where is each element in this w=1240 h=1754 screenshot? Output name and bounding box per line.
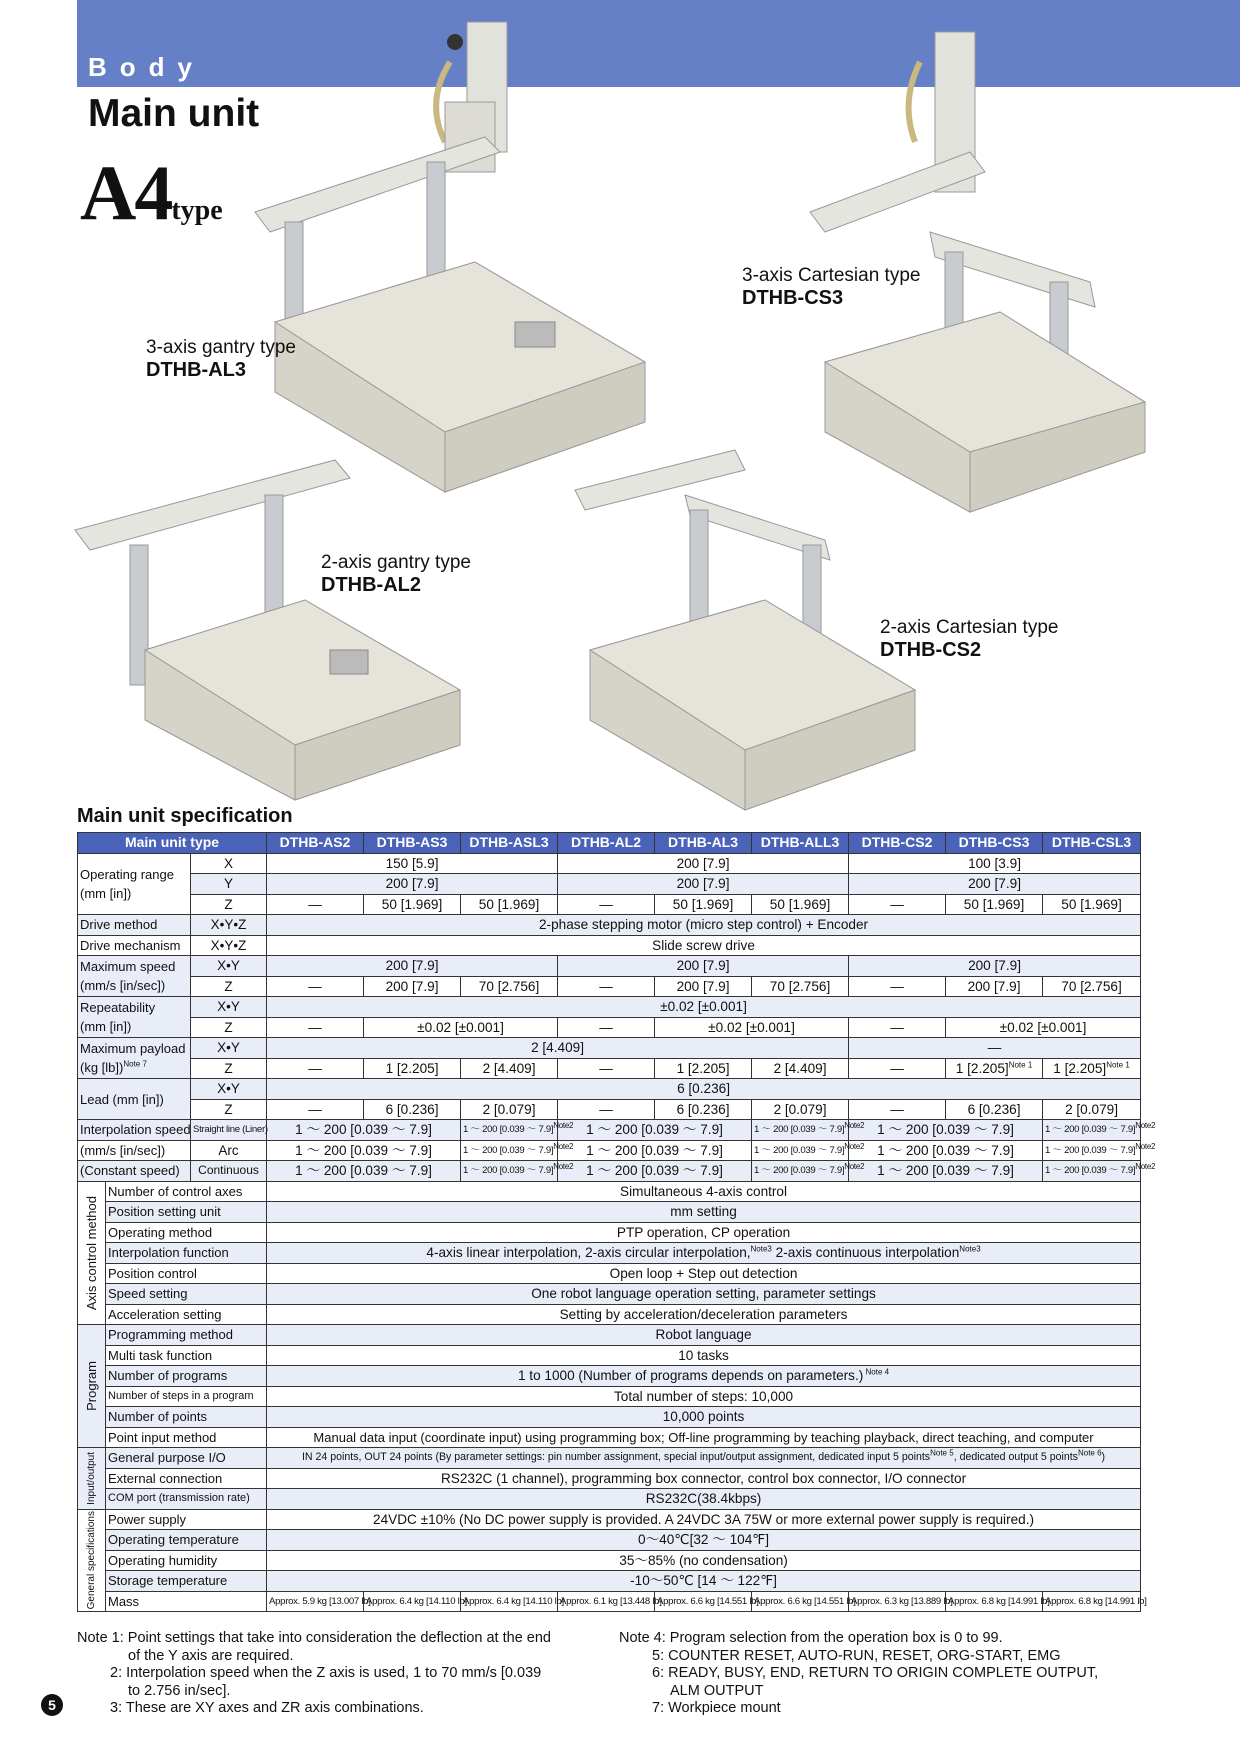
cell: 70 [2.756]	[752, 976, 849, 997]
row-label: Number of control axes	[106, 1181, 267, 1202]
row-label: Lead (mm [in])	[78, 1079, 191, 1120]
type-main: A4	[80, 149, 172, 236]
cell: 1 [2.205]	[655, 1058, 752, 1079]
robot-kind: 3-axis gantry type	[146, 337, 296, 358]
group-label: Program	[78, 1325, 106, 1448]
cell: 1 ～ 200 [0.039 ～ 7.9]$^{Note2}$	[752, 1161, 849, 1182]
cell: 1 ～ 200 [0.039 ～ 7.9]	[849, 1120, 1043, 1141]
cell: Approx. 6.4 kg [14.110 lb]	[461, 1591, 558, 1612]
robot-label-cs2	[880, 616, 1058, 662]
cell: 35～85% (no condensation)	[267, 1550, 1141, 1571]
cell: 50 [1.969]	[461, 894, 558, 915]
axis-label: X	[191, 853, 267, 874]
cell: —	[849, 1099, 946, 1120]
cell: 2 [0.079]	[461, 1099, 558, 1120]
table-row	[78, 1530, 1141, 1551]
note-line: 3: These are XY axes and ZR axis combinations.	[110, 1700, 424, 1716]
row-label: General purpose I/O	[106, 1448, 267, 1469]
cell: 70 [2.756]	[1043, 976, 1141, 997]
cell: —	[558, 1017, 655, 1038]
cell: —	[558, 976, 655, 997]
group-label: General specifications	[78, 1509, 106, 1612]
cell: 4-axis linear interpolation, 2-axis circular interpolation,$^{Note3}$ 2-axis continuous interpolation$^{Note3}$	[267, 1243, 1141, 1264]
cell: 0～40℃[32 ～ 104℉]	[267, 1530, 1141, 1551]
sub-label: Arc	[191, 1140, 267, 1161]
sub-label: Continuous	[191, 1161, 267, 1182]
row-label: Operating humidity	[106, 1550, 267, 1571]
row-label: Interpolation speed	[78, 1120, 191, 1141]
cell: 200 [7.9]	[267, 874, 558, 895]
cell: 1 ～ 200 [0.039 ～ 7.9]$^{Note2}$	[1043, 1120, 1141, 1141]
cell: 1 ～ 200 [0.039 ～ 7.9]$^{Note2}$	[461, 1161, 558, 1182]
cell: 1 ～ 200 [0.039 ～ 7.9]$^{Note2}$	[1043, 1140, 1141, 1161]
cell: 200 [7.9]	[655, 976, 752, 997]
row-label: Power supply	[106, 1509, 267, 1530]
row-label: Number of programs	[106, 1366, 267, 1387]
table-row	[78, 1202, 1141, 1223]
cell: ±0.02 [±0.001]	[267, 997, 1141, 1018]
cell: 1 to 1000 (Number of programs depends on parameters.) $^{Note 4}$	[267, 1366, 1141, 1387]
cell: 1 ～ 200 [0.039 ～ 7.9]	[849, 1161, 1043, 1182]
axis-label: X•Y	[191, 956, 267, 977]
cell: 1 ～ 200 [0.039 ～ 7.9]	[849, 1140, 1043, 1161]
robot-kind: 2-axis gantry type	[321, 552, 471, 573]
cell: 200 [7.9]	[267, 956, 558, 977]
cell: —	[558, 894, 655, 915]
row-label: COM port (transmission rate)	[106, 1489, 267, 1510]
row-label: Multi task function	[106, 1345, 267, 1366]
cell: Approx. 6.1 kg [13.448 lb]	[558, 1591, 655, 1612]
axis-label: X•Y	[191, 997, 267, 1018]
axis-label: Z	[191, 894, 267, 915]
cell: 50 [1.969]	[1043, 894, 1141, 915]
cell: 50 [1.969]	[946, 894, 1043, 915]
axis-label: Z	[191, 1058, 267, 1079]
table-row	[78, 1407, 1141, 1428]
note-line: ALM OUTPUT	[670, 1682, 764, 1699]
row-label: Mass	[106, 1591, 267, 1612]
cell: ±0.02 [±0.001]	[655, 1017, 849, 1038]
model-col: DTHB-ASL3	[461, 833, 558, 854]
robot-model: DTHB-CS2	[880, 639, 982, 661]
table-row	[78, 1140, 1141, 1161]
cell: 1 ～ 200 [0.039 ～ 7.9]	[558, 1120, 752, 1141]
table-row	[78, 1325, 1141, 1346]
table-row	[78, 1243, 1141, 1264]
cell: —	[267, 1058, 364, 1079]
cell: 200 [7.9]	[558, 853, 849, 874]
spec-title: Main unit specification	[77, 805, 293, 827]
cell: Simultaneous 4-axis control	[267, 1181, 1141, 1202]
table-row	[78, 1489, 1141, 1510]
table-row	[78, 1509, 1141, 1530]
sub-label: Straight line (Liner)	[191, 1120, 267, 1141]
row-label: Speed setting	[106, 1284, 267, 1305]
type-title	[80, 148, 223, 238]
cell: 200 [7.9]	[849, 956, 1141, 977]
cell: 1 ～ 200 [0.039 ～ 7.9]	[267, 1120, 461, 1141]
cell: ±0.02 [±0.001]	[364, 1017, 558, 1038]
table-row	[78, 1571, 1141, 1592]
axis-label: Y	[191, 874, 267, 895]
row-label: Number of points	[106, 1407, 267, 1428]
robot-model: DTHB-AL3	[146, 359, 246, 381]
robot-illustration-al2	[75, 460, 465, 800]
note-line: 5: COUNTER RESET, AUTO-RUN, RESET, ORG-START, EMG	[652, 1647, 1061, 1664]
spec-header-row	[78, 833, 1141, 854]
cell: RS232C(38.4kbps)	[267, 1489, 1141, 1510]
cell: Approx. 6.8 kg [14.991 lb]	[1043, 1591, 1141, 1612]
robot-illustration-al3	[255, 22, 655, 492]
cell: 1 ～ 200 [0.039 ～ 7.9]$^{Note2}$	[461, 1120, 558, 1141]
table-row	[78, 1058, 1141, 1079]
note-line: of the Y axis are required.	[128, 1647, 294, 1664]
table-row	[78, 1079, 1141, 1100]
cell: Open loop + Step out detection	[267, 1263, 1141, 1284]
table-row	[78, 956, 1141, 977]
model-col: DTHB-AL2	[558, 833, 655, 854]
cell: One robot language operation setting, parameter settings	[267, 1284, 1141, 1305]
cell: 50 [1.969]	[655, 894, 752, 915]
model-col: DTHB-AS2	[267, 833, 364, 854]
robot-kind: 3-axis Cartesian type	[742, 265, 921, 286]
table-row	[78, 1120, 1141, 1141]
row-label: Programming method	[106, 1325, 267, 1346]
row-label: (Constant speed)	[78, 1161, 191, 1182]
cell: —	[267, 1099, 364, 1120]
cell: —	[849, 1058, 946, 1079]
group-label: Input/output	[78, 1448, 106, 1510]
row-label: Operating temperature	[106, 1530, 267, 1551]
cell: 70 [2.756]	[461, 976, 558, 997]
row-label: (mm/s [in/sec])	[78, 1140, 191, 1161]
cell: 1 ～ 200 [0.039 ～ 7.9]$^{Note2}$	[461, 1140, 558, 1161]
cell: 200 [7.9]	[558, 956, 849, 977]
cell: —	[558, 1058, 655, 1079]
table-row	[78, 1017, 1141, 1038]
cell: 10,000 points	[267, 1407, 1141, 1428]
cell: 1 ～ 200 [0.039 ～ 7.9]$^{Note2}$	[752, 1120, 849, 1141]
cell: —	[849, 1017, 946, 1038]
table-row	[78, 1448, 1141, 1469]
table-row	[78, 976, 1141, 997]
cell: 6 [0.236]	[267, 1079, 1141, 1100]
cell: 200 [7.9]	[946, 976, 1043, 997]
cell: —	[558, 1099, 655, 1120]
cell: —	[267, 894, 364, 915]
table-row	[78, 1366, 1141, 1387]
cell: ±0.02 [±0.001]	[946, 1017, 1141, 1038]
cell: Approx. 6.6 kg [14.551 lb]	[752, 1591, 849, 1612]
robot-model: DTHB-AL2	[321, 574, 421, 596]
table-row	[78, 1161, 1141, 1182]
row-label: External connection	[106, 1468, 267, 1489]
cell: 2 [4.409]	[752, 1058, 849, 1079]
cell: 6 [0.236]	[655, 1099, 752, 1120]
table-row	[78, 1304, 1141, 1325]
section-label: Body	[88, 52, 205, 82]
axis-label: X•Y•Z	[191, 915, 267, 936]
cell: —	[267, 1017, 364, 1038]
model-col: DTHB-AL3	[655, 833, 752, 854]
cell: 1 ～ 200 [0.039 ～ 7.9]	[558, 1161, 752, 1182]
robot-label-al2	[321, 551, 471, 597]
table-row	[78, 1099, 1141, 1120]
cell: 50 [1.969]	[364, 894, 461, 915]
row-label: Interpolation function	[106, 1243, 267, 1264]
table-row	[78, 894, 1141, 915]
model-col: DTHB-CS3	[946, 833, 1043, 854]
spec-table	[77, 832, 1156, 1612]
cell: 1 ～ 200 [0.039 ～ 7.9]	[558, 1140, 752, 1161]
robot-label-cs3	[742, 264, 920, 310]
model-col: DTHB-ALL3	[752, 833, 849, 854]
row-label: Position control	[106, 1263, 267, 1284]
cell: 150 [5.9]	[267, 853, 558, 874]
row-label: Maximum speed (mm/s [in/sec])	[78, 956, 191, 997]
cell: PTP operation, CP operation	[267, 1222, 1141, 1243]
note-line: 6: READY, BUSY, END, RETURN TO ORIGIN COMPLETE OUTPUT,	[652, 1665, 1099, 1681]
table-row	[78, 935, 1141, 956]
note-line: Note 4: Program selection from the operation box is 0 to 99.	[619, 1630, 1003, 1646]
cell: Approx. 6.6 kg [14.551 lb]	[655, 1591, 752, 1612]
cell: mm setting	[267, 1202, 1141, 1223]
robot-model: DTHB-CS3	[742, 287, 844, 309]
axis-label: X•Y•Z	[191, 935, 267, 956]
row-label: Acceleration setting	[106, 1304, 267, 1325]
cell: —	[849, 976, 946, 997]
cell: Approx. 5.9 kg [13.007 lb]	[267, 1591, 364, 1612]
cell: 1 $[2.205]^{Note 1}$	[946, 1058, 1043, 1079]
robot-kind: 2-axis Cartesian type	[880, 617, 1059, 638]
axis-label: Z	[191, 1017, 267, 1038]
cell: 2 [0.079]	[752, 1099, 849, 1120]
note-line: Note 1: Point settings that take into consideration the deflection at the end	[77, 1630, 551, 1646]
row-label: Operating range (mm [in])	[78, 853, 191, 915]
axis-label: Z	[191, 1099, 267, 1120]
table-row	[78, 853, 1141, 874]
table-row	[78, 1222, 1141, 1243]
cell: 24VDC ±10% (No DC power supply is provided. A 24VDC 3A 75W or more external power supply is required.)	[267, 1509, 1141, 1530]
model-col: DTHB-CSL3	[1043, 833, 1141, 854]
notes-left	[77, 1630, 617, 1718]
cell: 10 tasks	[267, 1345, 1141, 1366]
model-col: DTHB-AS3	[364, 833, 461, 854]
table-row	[78, 1591, 1141, 1612]
cell: Approx. 6.4 kg [14.110 lb]	[364, 1591, 461, 1612]
cell: 6 [0.236]	[364, 1099, 461, 1120]
robot-label-al3	[146, 336, 296, 382]
axis-label: X•Y	[191, 1079, 267, 1100]
cell: —	[849, 1038, 1141, 1059]
cell: 1 [2.205]	[364, 1058, 461, 1079]
cell: 2-phase stepping motor (micro step control) + Encoder	[267, 915, 1141, 936]
page-title: Main unit	[88, 92, 260, 135]
cell: 1 ～ 200 [0.039 ～ 7.9]	[267, 1140, 461, 1161]
cell: 6 [0.236]	[946, 1099, 1043, 1120]
model-col: DTHB-CS2	[849, 833, 946, 854]
table-row	[78, 1038, 1141, 1059]
robot-illustration-cs2	[575, 450, 925, 810]
table-row	[78, 915, 1141, 936]
table-row	[78, 874, 1141, 895]
cell: 1 $[2.205]^{Note 1}$	[1043, 1058, 1141, 1079]
table-row	[78, 1550, 1141, 1571]
row-label: Point input method	[106, 1427, 267, 1448]
row-label: Position setting unit	[106, 1202, 267, 1223]
axis-label: X•Y	[191, 1038, 267, 1059]
cell: 2 [0.079]	[1043, 1099, 1141, 1120]
axis-label: Z	[191, 976, 267, 997]
table-row	[78, 1345, 1141, 1366]
cell: Setting by acceleration/deceleration parameters	[267, 1304, 1141, 1325]
cell: 2 [4.409]	[267, 1038, 849, 1059]
cell: 200 [7.9]	[849, 874, 1141, 895]
cell: 1 ～ 200 [0.039 ～ 7.9]$^{Note2}$	[752, 1140, 849, 1161]
note-line: to 2.756 in/sec].	[128, 1682, 231, 1699]
cell: 2 [4.409]	[461, 1058, 558, 1079]
cell: Approx. 6.8 kg [14.991 lb]	[946, 1591, 1043, 1612]
row-label: Drive method	[78, 915, 191, 936]
table-row	[78, 997, 1141, 1018]
row-label: Operating method	[106, 1222, 267, 1243]
row-label: Storage temperature	[106, 1571, 267, 1592]
table-row	[78, 1263, 1141, 1284]
cell: RS232C (1 channel), programming box connector, control box connector, I/O connector	[267, 1468, 1141, 1489]
row-label: Drive mechanism	[78, 935, 191, 956]
group-label: Axis control method	[78, 1181, 106, 1325]
table-row	[78, 1284, 1141, 1305]
table-row	[78, 1427, 1141, 1448]
cell: 100 [3.9]	[849, 853, 1141, 874]
row-label: Repeatability (mm [in])	[78, 997, 191, 1038]
notes-right	[619, 1630, 1139, 1718]
cell: 50 [1.969]	[752, 894, 849, 915]
cell: Total number of steps: 10,000	[267, 1386, 1141, 1407]
cell: IN 24 points, OUT 24 points (By parameter settings: pin number assignment, special input/output assignment, dedicated input 5 points$^{Note 5}$, dedicated output 5 points$^{Note 6}$)	[267, 1448, 1141, 1469]
row-label: Number of steps in a program	[106, 1386, 267, 1407]
cell: —	[849, 894, 946, 915]
cell: Slide screw drive	[267, 935, 1141, 956]
cell: 1 ～ 200 [0.039 ～ 7.9]	[267, 1161, 461, 1182]
type-sub: type	[171, 195, 223, 226]
cell: Robot language	[267, 1325, 1141, 1346]
note-line: 7: Workpiece mount	[652, 1700, 781, 1716]
cell: Approx. 6.3 kg [13.889 lb]	[849, 1591, 946, 1612]
table-row	[78, 1181, 1141, 1202]
cell: 200 [7.9]	[558, 874, 849, 895]
cell: Manual data input (coordinate input) using programming box; Off-line programming by teaching playback, direct teaching, and computer	[267, 1427, 1141, 1448]
row-label: Maximum payload (kg [lb])$^{Note 7}$	[78, 1038, 191, 1079]
cell: 200 [7.9]	[364, 976, 461, 997]
page-number: 5	[41, 1694, 63, 1716]
cell: 1 ～ 200 [0.039 ～ 7.9]$^{Note2}$	[1043, 1161, 1141, 1182]
cell: —	[267, 976, 364, 997]
note-line: 2: Interpolation speed when the Z axis is used, 1 to 70 mm/s [0.039	[110, 1665, 542, 1681]
table-row	[78, 1468, 1141, 1489]
cell: -10～50℃ [14 ～ 122℉]	[267, 1571, 1141, 1592]
type-header: Main unit type	[78, 833, 267, 854]
table-row	[78, 1386, 1141, 1407]
